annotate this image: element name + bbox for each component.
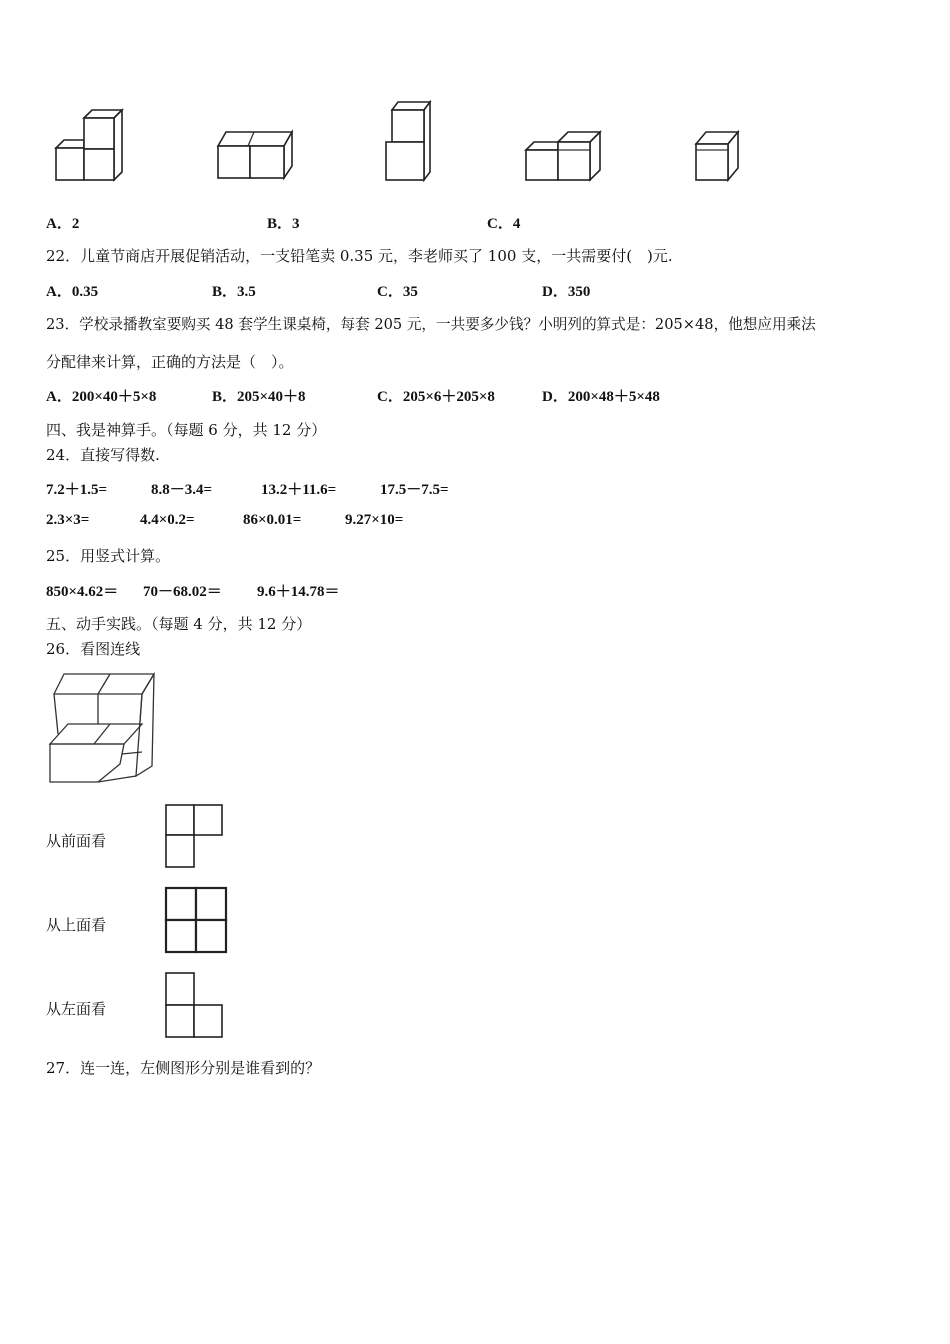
q23-option-d[interactable]: D．200×48＋5×48 bbox=[542, 389, 660, 405]
cube-figure-c bbox=[384, 100, 436, 182]
q23-option-c[interactable]: C．205×6＋205×8 bbox=[377, 389, 495, 405]
q26-view-left-label: 从左面看 bbox=[46, 1000, 107, 1018]
q25-item-2: 70－68.02＝ bbox=[143, 584, 222, 600]
cube-figure-d bbox=[524, 130, 604, 182]
q22-stem: 22．儿童节商店开展促销活动，一支铅笔卖 0.35 元，李老师买了 100 支，一共需要付( )元. bbox=[46, 247, 673, 265]
q26-view-left-shape[interactable] bbox=[164, 971, 224, 1039]
q26-view-top-label: 从上面看 bbox=[46, 916, 107, 934]
q24-item-6: 4.4×0.2= bbox=[140, 512, 195, 528]
q24-item-7: 86×0.01= bbox=[243, 512, 302, 528]
cube-figure-e bbox=[694, 130, 744, 182]
q25-item-1: 850×4.62＝ bbox=[46, 584, 119, 600]
q22-option-a[interactable]: A．0.35 bbox=[46, 284, 99, 300]
q23-stem-line1: 23．学校录播教室要购买 48 套学生课桌椅，每套 205 元，一共要多少钱？小明列的算式是：205×48，他想应用乘法 bbox=[46, 316, 816, 333]
q24-item-3: 13.2＋11.6= bbox=[261, 482, 337, 498]
q26-solid-figure bbox=[46, 672, 158, 786]
section-5-title: 五、动手实践。（每题 4 分，共 12 分） bbox=[46, 615, 312, 633]
q21-option-a[interactable]: A．2 bbox=[46, 216, 80, 232]
q26-view-top-shape[interactable] bbox=[164, 886, 228, 954]
cube-figure-a bbox=[54, 108, 124, 182]
q25-item-3: 9.6＋14.78＝ bbox=[257, 584, 340, 600]
q23-option-a[interactable]: A．200×40＋5×8 bbox=[46, 389, 157, 405]
q24-stem: 24．直接写得数. bbox=[46, 446, 160, 464]
cube-figure-b bbox=[216, 130, 294, 182]
section-4-title: 四、我是神算手。（每题 6 分，共 12 分） bbox=[46, 421, 327, 439]
q26-view-front-shape[interactable] bbox=[164, 803, 224, 869]
q22-option-d[interactable]: D．350 bbox=[542, 284, 591, 300]
q27-stem: 27．连一连，左侧图形分别是谁看到的？ bbox=[46, 1059, 321, 1077]
q26-view-front-label: 从前面看 bbox=[46, 832, 107, 850]
q21-option-c[interactable]: C．4 bbox=[487, 216, 521, 232]
q24-item-4: 17.5－7.5= bbox=[380, 482, 449, 498]
q22-option-b[interactable]: B．3.5 bbox=[212, 284, 256, 300]
q24-item-2: 8.8－3.4= bbox=[151, 482, 213, 498]
q24-item-1: 7.2＋1.5= bbox=[46, 482, 108, 498]
q23-stem-line2: 分配律来计算，正确的方法是（ ）。 bbox=[46, 353, 294, 371]
q21-option-b[interactable]: B．3 bbox=[267, 216, 300, 232]
q22-option-c[interactable]: C．35 bbox=[377, 284, 418, 300]
q23-option-b[interactable]: B．205×40＋8 bbox=[212, 389, 306, 405]
q26-stem: 26．看图连线 bbox=[46, 640, 141, 658]
q25-stem: 25．用竖式计算。 bbox=[46, 547, 171, 565]
q24-item-8: 9.27×10= bbox=[345, 512, 404, 528]
q24-item-5: 2.3×3= bbox=[46, 512, 90, 528]
